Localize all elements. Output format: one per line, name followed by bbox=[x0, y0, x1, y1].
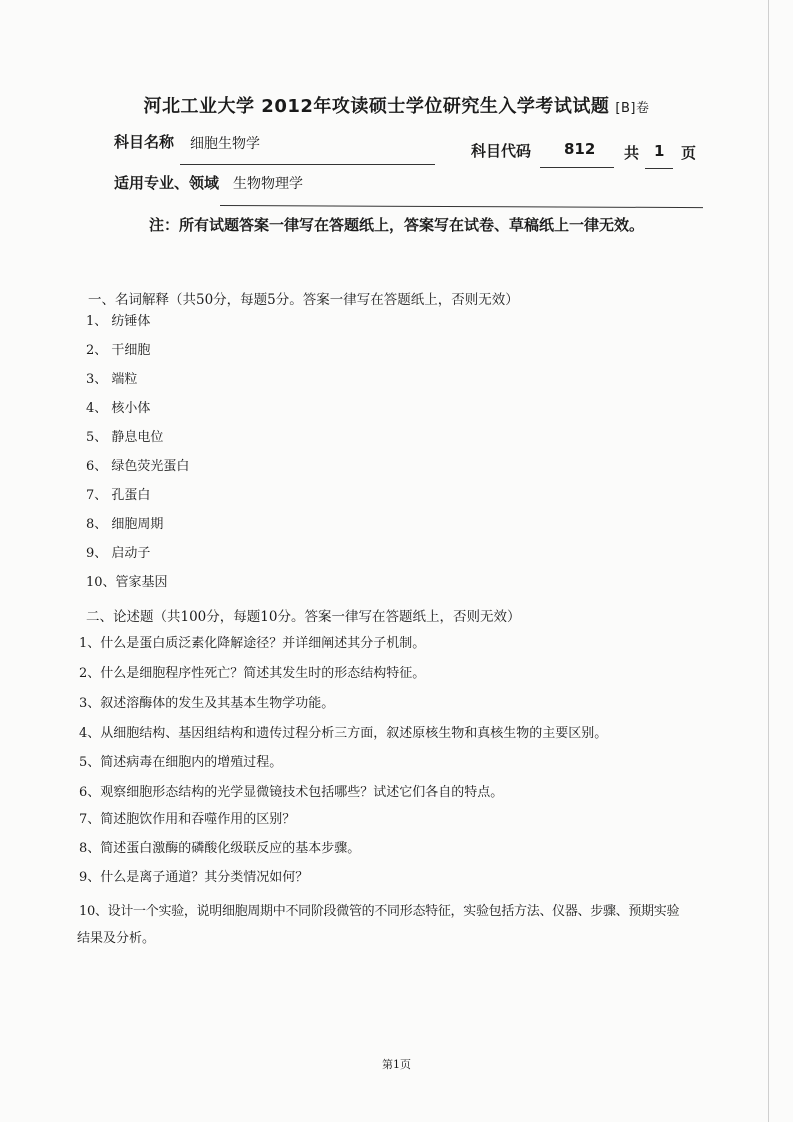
subject-code-label: 科目代码 bbox=[471, 142, 532, 160]
term-item: 3、 端粒 bbox=[86, 372, 138, 387]
major-underline bbox=[220, 205, 703, 208]
scan-edge-line bbox=[768, 0, 769, 1122]
essay-question: 3、叙述溶酶体的发生及其基本生物学功能。 bbox=[79, 696, 335, 711]
pages-count-underline bbox=[645, 168, 673, 169]
term-item: 2、 干细胞 bbox=[86, 343, 151, 358]
essay-question: 8、简述蛋白激酶的磷酸化级联反应的基本步骤。 bbox=[79, 841, 361, 856]
exam-title bbox=[0, 92, 793, 118]
term-item: 1、 纺锤体 bbox=[86, 314, 151, 329]
exam-notice: 注：所有试题答案一律写在答题纸上，答案写在试卷、草稿纸上一律无效。 bbox=[148, 216, 644, 234]
term-item: 6、 绿色荧光蛋白 bbox=[86, 459, 190, 474]
essay-question: 2、什么是细胞程序性死亡？简述其发生时的形态结构特征。 bbox=[79, 666, 426, 681]
essay-question: 5、简述病毒在细胞内的增殖过程。 bbox=[79, 755, 283, 770]
term-item: 7、 孔蛋白 bbox=[86, 488, 151, 503]
term-item: 9、 启动子 bbox=[86, 546, 151, 561]
pages-prefix: 共 bbox=[624, 144, 640, 162]
essay-question: 4、从细胞结构、基因组结构和遗传过程分析三方面，叙述原核生物和真核生物的主要区别。 bbox=[79, 726, 608, 741]
paper-tag: [B]卷 bbox=[615, 101, 650, 116]
term-item: 10、管家基因 bbox=[86, 575, 168, 590]
major-label: 适用专业、领域 bbox=[114, 174, 220, 192]
section1-heading: 一、名词解释（共50分，每题5分。答案一律写在答题纸上，否则无效） bbox=[88, 292, 519, 308]
page-number: 第1页 bbox=[382, 1058, 411, 1071]
essay-question: 6、观察细胞形态结构的光学显微镜技术包括哪些？试述它们各自的特点。 bbox=[79, 785, 504, 800]
subject-name-underline bbox=[180, 164, 435, 165]
major-value: 生物物理学 bbox=[233, 176, 303, 192]
subject-code-underline bbox=[540, 167, 614, 168]
essay-question: 10、设计一个实验，说明细胞周期中不同阶段微管的不同形态特征，实验包括方法、仪器、步骤、预期实验 bbox=[79, 904, 680, 919]
essay-question: 9、什么是离子通道？其分类情况如何？ bbox=[79, 870, 309, 885]
pages-count: 1 bbox=[654, 142, 665, 160]
term-item: 8、 细胞周期 bbox=[86, 517, 164, 532]
essay-question: 7、简述胞饮作用和吞噬作用的区别？ bbox=[79, 812, 296, 827]
term-item: 5、 静息电位 bbox=[86, 430, 164, 445]
term-item: 4、 核小体 bbox=[86, 401, 151, 416]
subject-name-label: 科目名称 bbox=[114, 133, 175, 151]
section2-heading: 二、论述题（共100分，每题10分。答案一律写在答题纸上，否则无效） bbox=[86, 609, 521, 625]
essay-question-continuation: 结果及分析。 bbox=[77, 931, 156, 946]
exam-title-text: 河北工业大学 2012年攻读硕士学位研究生入学考试试题 bbox=[143, 96, 610, 117]
subject-code-value: 812 bbox=[564, 140, 596, 158]
essay-question: 1、什么是蛋白质泛素化降解途径？并详细阐述其分子机制。 bbox=[79, 636, 426, 651]
subject-name-value: 细胞生物学 bbox=[190, 136, 260, 152]
pages-suffix: 页 bbox=[681, 144, 697, 162]
